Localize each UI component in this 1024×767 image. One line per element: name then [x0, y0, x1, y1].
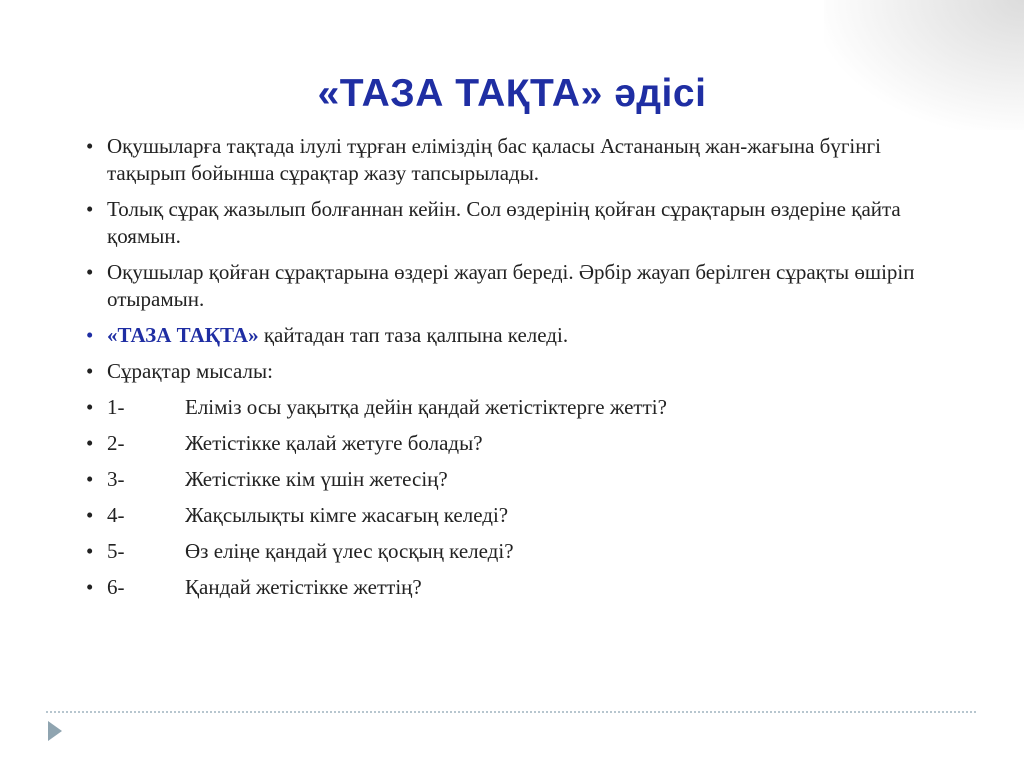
- item-text: Сұрақтар мысалы:: [107, 359, 273, 383]
- question-text: Қандай жетістікке жеттің?: [185, 575, 422, 599]
- list-item: [86, 259, 936, 313]
- bullet-icon: •: [86, 197, 94, 221]
- list-item: [86, 322, 936, 349]
- question-number: 3-: [107, 467, 125, 491]
- slide-title: «ТАЗА ТАҚТА» әдісі: [317, 72, 707, 115]
- item-text: Оқушыларға тақтада ілулі тұрған еліміздің бас қаласы Астананың жан-жағына бүгінгі тақырып бойынша сұрақтар жазу тапсырылады.: [107, 134, 881, 185]
- question-item: [86, 430, 936, 457]
- bullet-icon: •: [86, 134, 94, 158]
- question-text: Өз еліңе қандай үлес қосқың келеді?: [185, 539, 514, 563]
- question-number: 5-: [107, 539, 125, 563]
- slide-content: [86, 133, 936, 610]
- question-item: [86, 574, 936, 601]
- question-text: Жетістікке кім үшін жетесің?: [185, 467, 448, 491]
- bullet-icon: •: [86, 395, 94, 419]
- question-item: [86, 502, 936, 529]
- question-item: [86, 394, 936, 421]
- footer-divider: [46, 711, 976, 713]
- list-item: [86, 358, 936, 385]
- question-text: Еліміз осы уақытқа дейін қандай жетістіктерге жетті?: [185, 395, 667, 419]
- bullet-icon: •: [86, 260, 94, 284]
- question-text: Жақсылықты кімге жасағың келеді?: [185, 503, 509, 527]
- question-number: 4-: [107, 503, 125, 527]
- question-text: Жетістікке қалай жетуге болады?: [185, 431, 483, 455]
- item-text: Оқушылар қойған сұрақтарына өздері жауап береді. Әрбір жауап берілген сұрақты өшіріп отырамын.: [107, 260, 915, 311]
- method-name: «ТАЗА ТАҚТА»: [107, 323, 259, 347]
- bullet-icon: •: [86, 467, 94, 491]
- question-number: 1-: [107, 395, 125, 419]
- play-arrow-icon: [48, 721, 62, 741]
- bullet-icon: •: [86, 539, 94, 563]
- bullet-icon: •: [86, 503, 94, 527]
- bullet-icon: •: [86, 431, 94, 455]
- item-text: Толық сұрақ жазылып болғаннан кейін. Сол өздерінің қойған сұрақтарын өздеріне қайта қоямын.: [107, 197, 901, 248]
- bullet-icon: •: [86, 323, 94, 347]
- question-item: [86, 538, 936, 565]
- question-number: 6-: [107, 575, 125, 599]
- list-item: [86, 196, 936, 250]
- list-item: [86, 133, 936, 187]
- bullet-icon: •: [86, 575, 94, 599]
- bullet-icon: •: [86, 359, 94, 383]
- question-item: [86, 466, 936, 493]
- item-text: қайтадан тап таза қалпына келеді.: [258, 323, 569, 347]
- question-number: 2-: [107, 431, 125, 455]
